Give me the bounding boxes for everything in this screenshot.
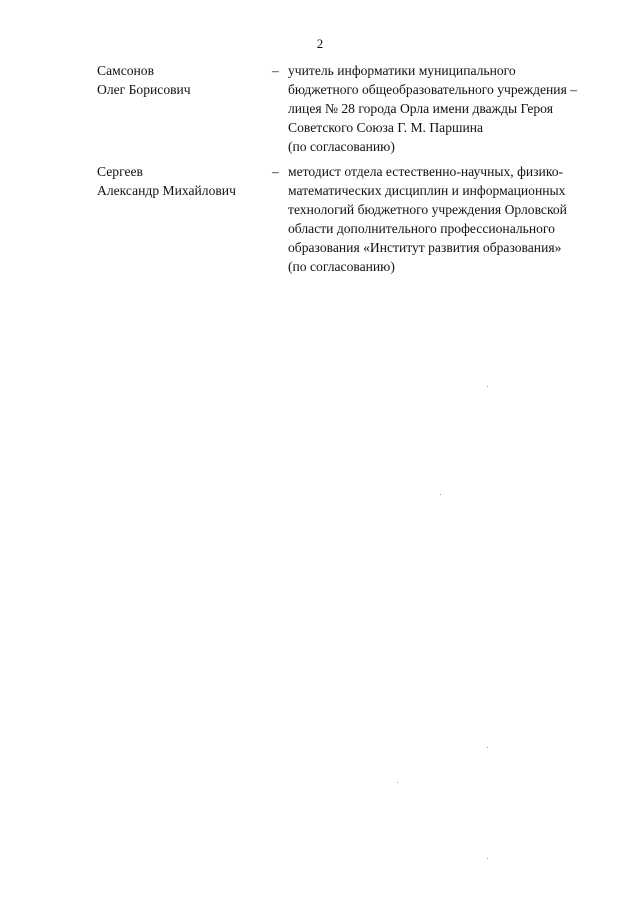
member-name [97, 162, 262, 200]
description-line: (по согласованию) [288, 259, 395, 274]
entry-dash: – [272, 63, 279, 78]
member-surname: Самсонов [97, 63, 155, 78]
member-description [288, 162, 608, 276]
description-line: технологий бюджетного учреждения Орловской [288, 202, 567, 217]
description-line: Советского Союза Г. М. Паршина [288, 120, 484, 135]
member-name [97, 61, 262, 99]
page-number: 2 [316, 36, 324, 51]
description-line: бюджетного общеобразовательного учреждения – [288, 82, 578, 97]
member-given-names: Александр Михайлович [97, 183, 236, 198]
member-given-names: Олег Борисович [97, 82, 191, 97]
description-line: образования «Институт развития образования» [288, 240, 562, 255]
description-line: лицея № 28 города Орла имени дважды Героя [288, 101, 553, 116]
description-line: области дополнительного профессионального [288, 221, 555, 236]
scan-speck [487, 747, 488, 748]
scan-speck [487, 386, 488, 387]
entry-dash: – [272, 164, 279, 179]
member-surname: Сергеев [97, 164, 143, 179]
scan-speck [487, 858, 488, 859]
description-line: (по согласованию) [288, 139, 395, 154]
scan-speck [397, 782, 398, 783]
description-line: методист отдела естественно-научных, физико- [288, 164, 564, 179]
description-line: учитель информатики муниципального [288, 63, 516, 78]
scan-speck [440, 494, 441, 495]
description-line: математических дисциплин и информационных [288, 183, 566, 198]
member-description [288, 61, 608, 156]
